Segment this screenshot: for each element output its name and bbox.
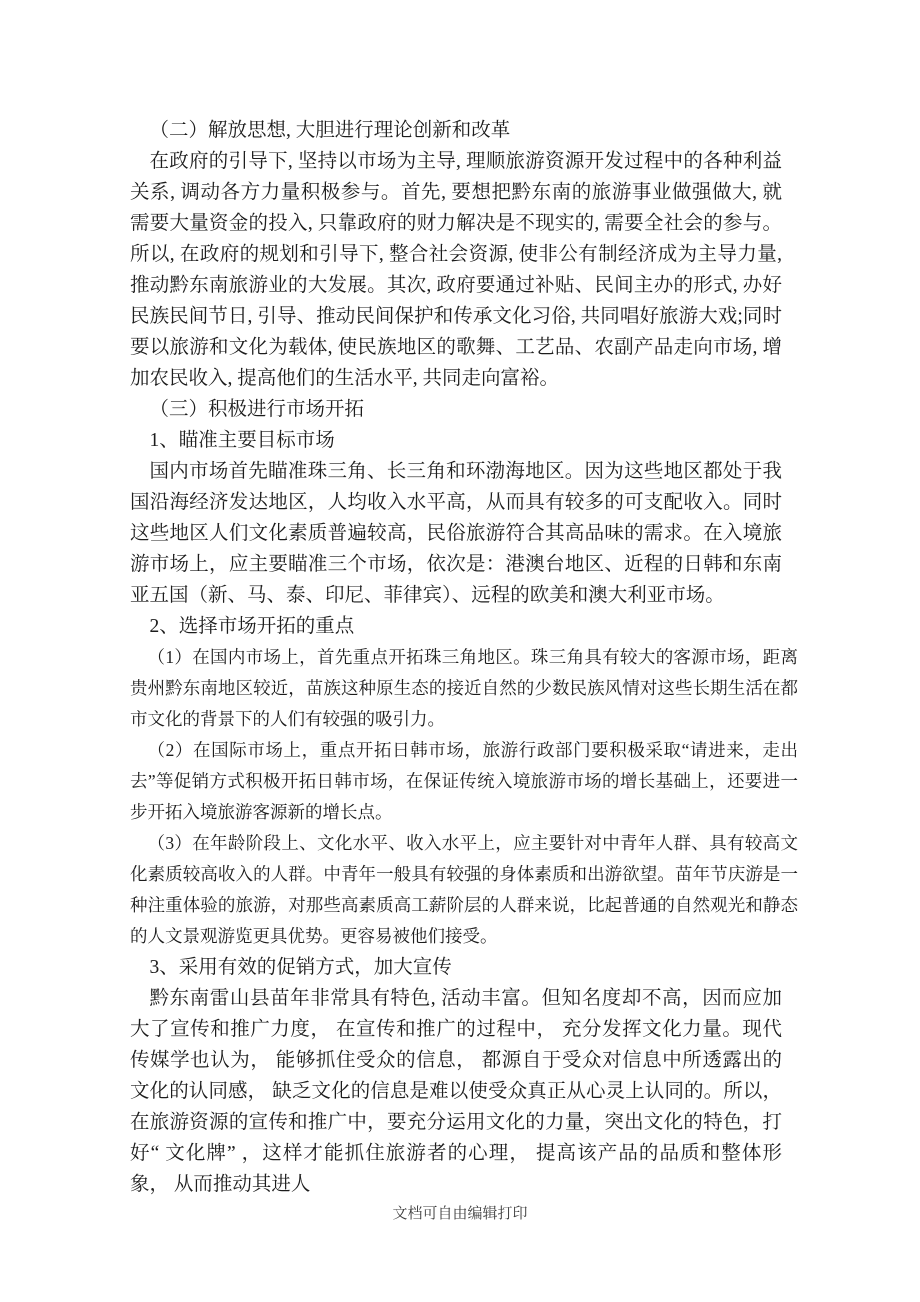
paragraph-promotion-culture: 黔东南雷山县苗年非常具有特色, 活动丰富。但知名度却不高，因而应加大了宣传和推广力度， 在宣传和推广的过程中， 充分发挥文化力量。现代传媒学也认为， 能够抓住受众的信息， 都源自于受众对信息中所透露出的文化的认同感， 缺乏文化的信息是难以使受众真正从心灵上认同的。所以， 在旅游资源的宣传和推广中，要充分运用文化的力量，突出文化的特色，打好“ 文化牌” ，这样才能抓住旅游者的心理， 提高该产品的品质和整体形象， 从而推动其进人 — [130, 988, 782, 1195]
document-content — [130, 115, 798, 1200]
paragraph-domestic-markets: 国内市场首先瞄准珠三角、长三角和环渤海地区。因为这些地区都处于我国沿海经济发达地区，人均收入水平高，从而具有较多的可支配收入。同时这些地区人们文化素质普遍较高，民俗旅游符合其高品味的需求。在入境旅游市场上，应主要瞄准三个市场，依次是：港澳台地区、近程的日韩和东南亚五国（新、马、泰、印尼、菲律宾）、远程的欧美和澳大利亚市场。 — [130, 461, 782, 606]
subheading-market-focus: 2、选择市场开拓的重点 — [149, 616, 355, 637]
paragraph-point-3-demographics: （3）在年龄阶段上、文化水平、收入水平上，应主要针对中青年人群、具有较高文化素质较高收入的人群。中青年一般具有较强的身体素质和出游欲望。苗年节庆游是一种注重体验的旅游，对那些高素质高工薪阶层的人群来说，比起普通的自然观光和静态的人文景观游览更具优势。更容易被他们接受。 — [130, 833, 798, 946]
paragraph-government-guidance: 在政府的引导下, 坚持以市场为主导, 理顺旅游资源开发过程中的各种利益关系, 调动各方力量积极参与。首先, 要想把黔东南的旅游事业做强做大, 就需要大量资金的投入, 只靠政府的财力解决是不现实的, 需要全社会的参与。所以, 在政府的规划和引导下, 整合社会资源, 使非公有制经济成为主导力量, 推动黔东南旅游业的大发展。其次, 政府要通过补贴、民间主办的形式, 办好民族民间节日, 引导、推动民间保护和传承文化习俗, 共同唱好旅游大戏;同时要以旅游和文化为载体, 使民族地区的歌舞、工艺品、农副产品走向市场, 增加农民收入, 提高他们的生活水平, 共同走向富裕。 — [130, 151, 782, 389]
subheading-target-markets: 1、瞄准主要目标市场 — [149, 430, 335, 451]
heading-market-development: （三）积极进行市场开拓 — [149, 399, 365, 420]
subheading-promotion: 3、采用有效的促销方式，加大宣传 — [149, 957, 452, 978]
paragraph-point-2-international: （2）在国际市场上，重点开拓日韩市场，旅游行政部门要积极采取“请进来，走出去”等促销方式积极开拓日韩市场，在保证传统入境旅游市场的增长基础上，还要进一步开拓入境旅游客源新的增长点。 — [130, 740, 798, 822]
heading-liberate-thinking: （二）解放思想, 大胆进行理论创新和改革 — [149, 120, 511, 141]
footer-text: 文档可自由编辑打印 — [392, 1205, 528, 1222]
paragraph-point-1-domestic: （1）在国内市场上，首先重点开拓珠三角地区。珠三角具有较大的客源市场，距离贵州黔东南地区较近，苗族这种原生态的接近自然的少数民族风情对这些长期生活在都市文化的背景下的人们有较强的吸引力。 — [130, 647, 798, 729]
